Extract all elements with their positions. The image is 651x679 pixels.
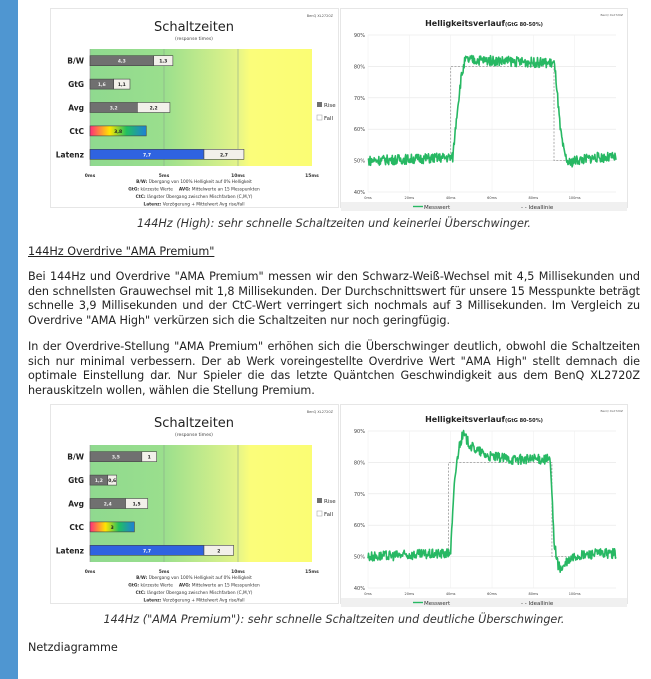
- fall-value-label: 1: [147, 455, 151, 461]
- fall-value-label: 2: [217, 549, 221, 555]
- x-tick-label: 0ms: [84, 570, 96, 575]
- x-tick-label: 80ms: [528, 196, 539, 200]
- y-tick-label: 90%: [353, 429, 365, 435]
- rise-value-label: 3,5: [111, 455, 120, 461]
- response-time-chart: [51, 405, 338, 603]
- brightness-chart-panel: [340, 404, 628, 607]
- note-text: Übergang von 100% Helligkeit auf 0% Helligkeit: [147, 576, 252, 581]
- chart-title: [425, 415, 543, 424]
- fall-value-label: 1,3: [159, 59, 168, 65]
- note-text: Verzögerung + Mittelwert Avg rise/fall: [161, 598, 245, 604]
- x-tick-label: 0ms: [364, 196, 372, 200]
- category-label: Latenz: [55, 546, 84, 556]
- chart-subtitle: (response times): [175, 37, 213, 42]
- paragraph-1: Bei 144Hz und Overdrive "AMA Premium" messen wir den Schwarz-Weiß-Wechsel mit 4,5 Millisekunden und den schnellsten Grauwechsel mit 1,8 Millisekunden. Der Durchschnittswert für unsere 15 Messpunkte beträgt schnelle 3,9 Millisekunden und der CtC-Wert verringert sich nochmals auf 3 Millisekunden. Im Vergleich zu Overdrive "AMA High" verkürzen sich die Schaltzeiten nur noch geringfügig.: [28, 270, 640, 327]
- note-key: CtC:: [135, 195, 146, 200]
- note-key: B/W:: [136, 576, 148, 581]
- category-label: GtG: [68, 80, 84, 90]
- chart-title: Schaltzeiten: [153, 416, 235, 431]
- x-tick-label: 100ms: [568, 592, 581, 596]
- response-time-chart-panel: [50, 404, 339, 604]
- chart-watermark: BenQ XL2720Z: [306, 410, 333, 414]
- x-tick-label: 20ms: [404, 196, 415, 200]
- rise-value-label: 4,3: [117, 59, 126, 65]
- rise-value-label: 3: [110, 525, 114, 531]
- sidebar-stripe: [0, 0, 18, 679]
- note-text: Mittelwerte an 15 Messpunkten: [190, 583, 260, 589]
- y-tick-label: 90%: [353, 33, 365, 39]
- legend-measured-label: Messwert: [424, 601, 451, 607]
- figure-caption-high: 144Hz (High): sehr schnelle Schaltzeiten und keinerlei Überschwinger.: [137, 217, 531, 230]
- legend-measured-label: Messwert: [424, 205, 451, 211]
- brightness-chart-panel: [340, 8, 628, 211]
- x-tick-label: 60ms: [487, 196, 497, 200]
- chart-watermark: BenQ XL2720Z: [306, 14, 333, 18]
- x-tick-label: 10ms: [231, 174, 245, 179]
- next-section-heading: Netzdiagramme: [28, 641, 118, 654]
- category-label: GtG: [68, 476, 84, 486]
- chart-title-main: Helligkeitsverlauf: [425, 19, 505, 28]
- rise-value-label: 1,6: [97, 83, 106, 89]
- note-key: B/W:: [136, 180, 148, 185]
- article-content: [28, 0, 640, 654]
- note-text: Mittelwerte an 15 Messpunkten: [190, 187, 260, 193]
- legend-ideal-label: - - Ideallinie: [521, 205, 554, 211]
- x-tick-label: 15ms: [305, 174, 319, 179]
- note-text: Verzögerung + Mittelwert Avg rise/fall: [161, 202, 245, 208]
- figure-ama-high: [50, 0, 627, 209]
- y-tick-label: 70%: [353, 95, 365, 102]
- x-tick-label: 60ms: [487, 592, 497, 596]
- legend-rise-label: Rise: [324, 499, 336, 505]
- y-tick-label: 40%: [353, 586, 365, 592]
- chart-title-main: Helligkeitsverlauf: [425, 415, 505, 424]
- fall-value-label: 2,7: [219, 153, 228, 159]
- note-text: kürzeste Werte: [139, 187, 173, 193]
- chart-note: [143, 202, 244, 208]
- note-key: AVG:: [178, 583, 191, 589]
- x-tick-label: 20ms: [404, 592, 415, 596]
- category-label: B/W: [67, 56, 84, 66]
- response-time-chart-panel: [50, 8, 339, 208]
- legend-rise-swatch: [317, 498, 322, 503]
- fall-value-label: 2,2: [149, 106, 158, 112]
- chart-subtitle: (response times): [175, 433, 213, 438]
- fall-value-label: 1,1: [117, 83, 126, 89]
- y-tick-label: 60%: [353, 127, 365, 134]
- fall-value-label: 1,5: [132, 502, 141, 508]
- x-tick-label: 40ms: [445, 592, 456, 596]
- legend-rise-swatch: [317, 102, 322, 107]
- fall-value-label: 0,6: [108, 479, 117, 485]
- chart-title: Schaltzeiten: [153, 20, 235, 35]
- category-label: Latenz: [55, 150, 84, 160]
- y-tick-label: 40%: [353, 190, 365, 196]
- chart-note: [136, 193, 253, 200]
- x-tick-label: 5ms: [158, 570, 170, 575]
- chart-title-suffix: (GtG 80-50%): [504, 22, 543, 28]
- ideal-line: [451, 66, 569, 160]
- legend-fall-swatch: [317, 511, 322, 516]
- y-tick-label: 80%: [353, 64, 365, 71]
- chart-note: [136, 574, 252, 581]
- x-tick-label: 10ms: [231, 570, 245, 575]
- legend-fall-label: Fall: [324, 116, 334, 122]
- y-tick-label: 60%: [353, 523, 365, 530]
- paragraph-2: In der Overdrive-Stellung "AMA Premium" erhöhen sich die Überschwinger deutlich, obwohl die Schaltzeiten sich nur minimal verbessern. Der ab Werk voreingestellte Overdrive Wert "AMA High" stellt demnach die optimale Einstellung dar. Nur Spieler die das letzte Quäntchen Geschwindigkeit aus dem BenQ XL2720Z herauskitzeln wollen, wählen die Stellung Premium.: [28, 340, 640, 397]
- figure-caption-premium: 144Hz ("AMA Premium"): sehr schnelle Schaltzeiten und deutliche Überschwinger.: [103, 613, 565, 626]
- rise-value-label: 1,2: [94, 479, 103, 485]
- chart-note: [128, 583, 260, 589]
- x-tick-label: 80ms: [528, 592, 539, 596]
- x-tick-label: 40ms: [445, 196, 456, 200]
- chart-title: [425, 19, 543, 28]
- x-tick-label: 0ms: [364, 592, 372, 596]
- legend-ideal-label: - - Ideallinie: [521, 601, 554, 607]
- y-tick-label: 50%: [353, 554, 365, 561]
- x-tick-label: 5ms: [158, 174, 170, 179]
- legend-rise-label: Rise: [324, 103, 336, 109]
- y-tick-label: 50%: [353, 158, 365, 165]
- chart-title-suffix: (GtG 80-50%): [504, 418, 543, 424]
- note-text: längster Übergang zwischen Mischfarben (C,M,Y): [145, 591, 253, 596]
- brightness-chart: [341, 405, 627, 607]
- rise-value-label: 2,4: [103, 502, 112, 508]
- chart-watermark: BenQ XL2720Z: [600, 409, 623, 413]
- category-label: Avg: [68, 103, 84, 113]
- category-label: B/W: [67, 452, 84, 462]
- x-tick-label: 0ms: [84, 174, 96, 179]
- legend-background: [341, 202, 627, 211]
- note-key: CtC:: [135, 591, 146, 596]
- ideal-line: [449, 462, 567, 556]
- chart-note: [128, 187, 260, 193]
- rise-value-label: 7,7: [142, 549, 151, 555]
- note-key: AVG:: [178, 187, 191, 193]
- category-label: CtC: [69, 522, 84, 532]
- legend-background: [341, 598, 627, 607]
- category-label: CtC: [69, 126, 84, 136]
- chart-watermark: BenQ XL2720Z: [600, 13, 623, 17]
- response-time-chart: [51, 9, 338, 207]
- note-key: Latenz:: [143, 598, 162, 604]
- category-label: Avg: [68, 499, 84, 509]
- note-key: GtG:: [128, 583, 140, 589]
- y-tick-label: 80%: [353, 460, 365, 467]
- brightness-chart: [341, 9, 627, 211]
- x-tick-label: 100ms: [568, 196, 581, 200]
- note-key: GtG:: [128, 187, 140, 193]
- note-text: Übergang von 100% Helligkeit auf 0% Helligkeit: [147, 180, 252, 185]
- rise-value-label: 3,2: [109, 106, 118, 112]
- figure-ama-premium: [50, 396, 627, 605]
- note-text: kürzeste Werte: [139, 583, 173, 589]
- rise-value-label: 3,8: [114, 129, 123, 135]
- note-text: längster Übergang zwischen Mischfarben (C,M,Y): [145, 195, 253, 200]
- chart-note: [136, 178, 252, 185]
- x-tick-label: 15ms: [305, 570, 319, 575]
- chart-note: [136, 589, 253, 596]
- legend-fall-swatch: [317, 115, 322, 120]
- rise-value-label: 7,7: [142, 153, 151, 159]
- chart-note: [143, 598, 244, 604]
- section-heading: 144Hz Overdrive "AMA Premium": [28, 245, 215, 258]
- y-tick-label: 70%: [353, 491, 365, 498]
- note-key: Latenz:: [143, 202, 162, 208]
- legend-fall-label: Fall: [324, 512, 334, 518]
